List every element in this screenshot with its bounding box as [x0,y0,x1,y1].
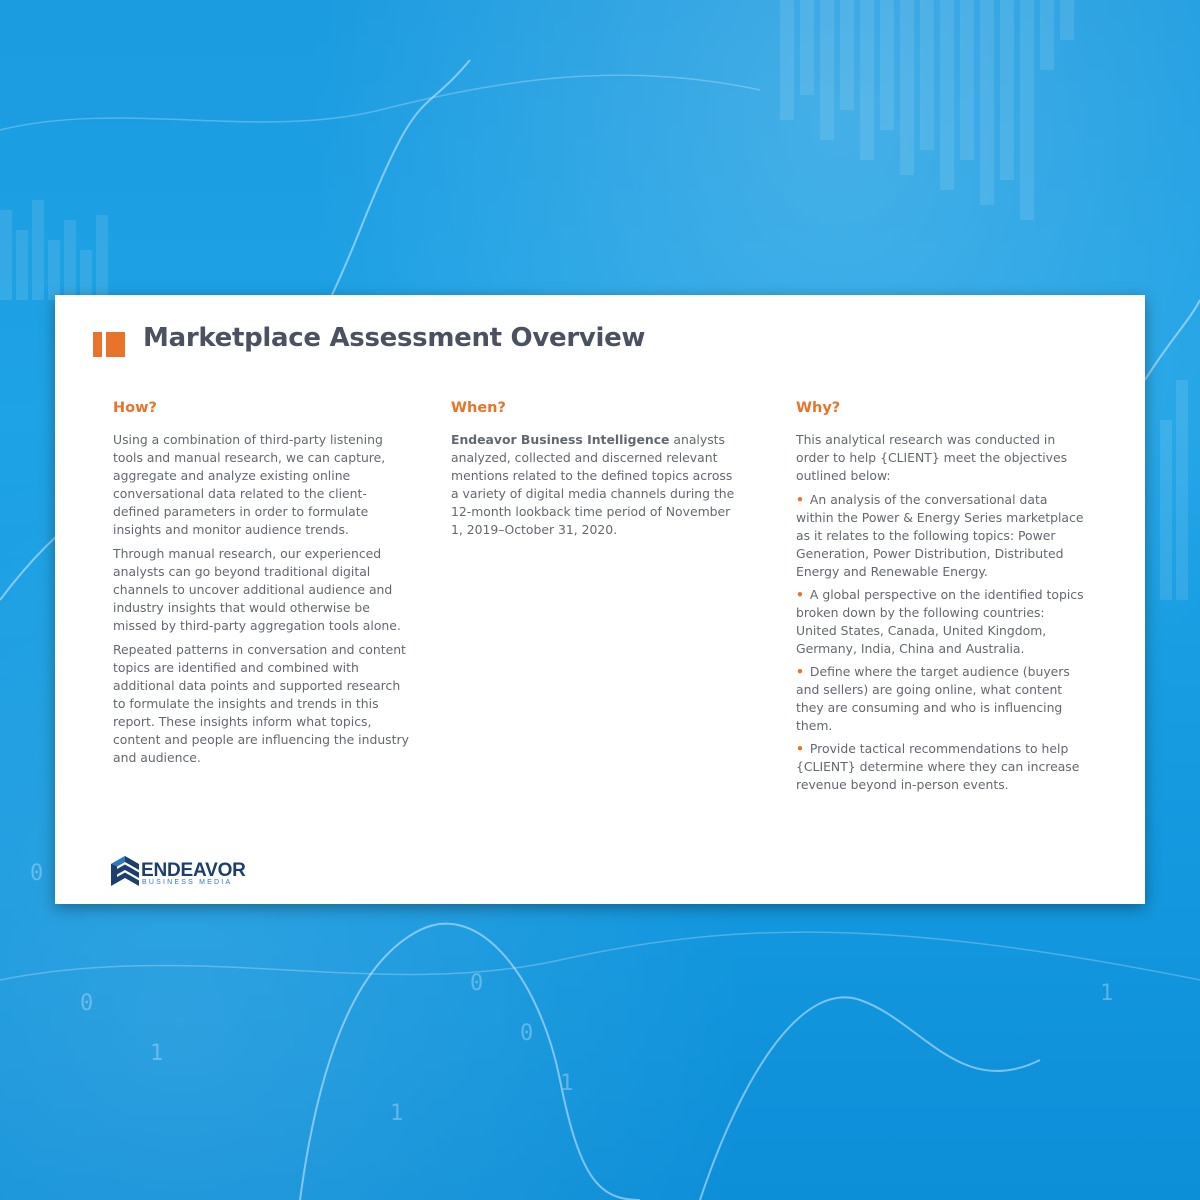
objective-text: A global perspective on the identified topics broken down by the following countries: United States, Canada, United Kingdom, Germany, India, China and Australia. [796,587,1084,656]
svg-text:0: 0 [30,861,44,886]
svg-text:0: 0 [520,1021,534,1046]
when-paragraph [451,431,743,539]
how-column [113,399,413,773]
bullet-icon: • [796,587,804,602]
svg-text:1: 1 [560,1071,574,1096]
list-item [796,491,1088,581]
objective-text: An analysis of the conversational data within the Power & Energy Series marketplace as it relates to the following topics: Power Generation, Power Distribution, Distributed Energy and Renewable Energy. [796,492,1084,579]
svg-text:0: 0 [470,971,484,996]
logo-tagline: BUSINESS MEDIA [142,879,233,886]
how-paragraph-2: Through manual research, our experienced analysts can go beyond traditional digital channels to uncover additional audience and industry insights that would otherwise be missed by third-party aggregation tools alone. [113,546,401,633]
when-lead-text: Endeavor Business Intelligence [451,432,670,447]
objective-text: Define where the target audience (buyers and sellers) are going online, what content they are consuming and who is influencing them. [796,664,1070,733]
when-heading: When? [451,400,506,416]
list-item [796,740,1088,794]
how-paragraph-3: Repeated patterns in conversation and content topics are identified and combined with additional data points and supported research to formulate the insights and trends in this report. These insights inform what topics, content and people are influencing the industry and audience. [113,642,409,765]
svg-text:1: 1 [1100,981,1114,1006]
svg-text:1: 1 [390,1101,404,1126]
bullet-icon: • [796,741,804,756]
when-column [451,399,743,545]
title-accent-icon [93,332,125,357]
endeavor-logo-mark-icon [111,856,139,888]
why-column [796,399,1088,799]
list-item [796,663,1088,735]
why-heading: Why? [796,400,841,416]
svg-text:1: 1 [150,1041,164,1066]
why-intro: This analytical research was conducted in order to help {CLIENT} meet the objectives outlined below: [796,432,1068,483]
page-title: Marketplace Assessment Overview [143,323,646,353]
how-paragraph-1: Using a combination of third-party listening tools and manual research, we can capture, aggregate and analyze existing online conversational data related to the client-defined parameters in order to formulate insights and monitor audience trends. [113,432,386,537]
list-item [796,586,1088,658]
when-body-text: analysts analyzed, collected and discerned relevant mentions related to the defined topics across a variety of digital media channels during the 12-month lookback time period of November 1, 2019–October 31, 2020. [451,432,735,537]
endeavor-logo [111,856,251,890]
svg-text:0: 0 [80,991,94,1016]
why-objectives-list [796,491,1088,794]
logo-wordmark: ENDEAVOR [141,860,246,881]
how-heading: How? [113,400,157,416]
bullet-icon: • [796,492,804,507]
objective-text: Provide tactical recommendations to help {CLIENT} determine where they can increase revenue beyond in-person events. [796,741,1080,792]
bullet-icon: • [796,664,804,679]
overview-slide [55,295,1145,904]
